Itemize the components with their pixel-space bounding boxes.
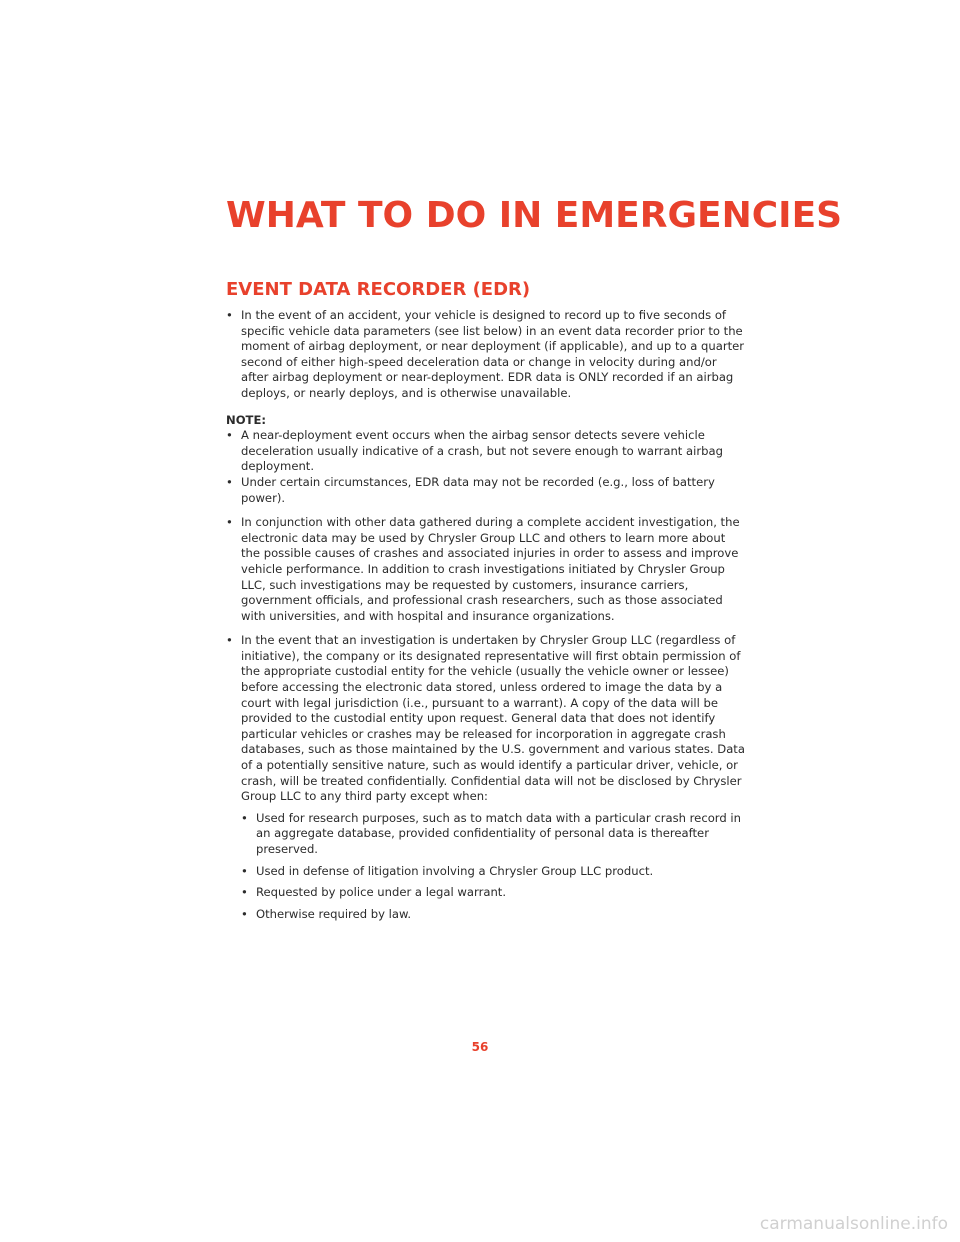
page-content [226,279,746,922]
edr-permission-paragraph: • In the event that an investigation is undertaken by Chrysler Group LLC (regardless of initiative), the company or its designated representative will first obtain permission of the appropriate custodial entity for the vehicle (usually the vehicle owner or lessee) before accessing the electronic data stored, unless ordered to image the data by a court with legal jurisdiction (i.e., pursuant to a warrant). A copy of the data will be provided to the custodial entity upon request. General data that does not identify particular vehicles or crashes may be released for incorporation in aggregate crash databases, such as those maintained by the U.S. government and various states. Data of a potentially sensitive nature, such as would identify a particular driver, vehicle, or crash, will be treated confidentially. Confidential data will not be disclosed by Chrysler Group LLC to any third party except when: [226,633,746,805]
note-item: • A near-deployment event occurs when the airbag sensor detects severe vehicle deceleration usually indicative of a crash, but not severe enough to warrant airbag deployment. [226,428,746,475]
edr-paragraph-list [226,515,746,805]
edr-heading: EVENT DATA RECORDER (EDR) [226,279,531,300]
exceptions-list [226,811,746,923]
section-title: WHAT TO DO IN EMERGENCIES [226,195,843,236]
page-number: 56 [471,1040,489,1054]
note-item: • Under certain circumstances, EDR data may not be recorded (e.g., loss of battery power). [226,475,746,506]
edr-investigation-paragraph: • In conjunction with other data gathered during a complete accident investigation, the electronic data may be used by Chrysler Group LLC and others to learn more about the possible causes of crashes and associated injuries in order to assess and improve vehicle performance. In addition to crash investigations initiated by Chrysler Group LLC, such investigations may be requested by customers, insurance carriers, government officials, and professional crash researchers, such as those associated with universities, and with hospital and insurance organizations. [226,515,746,624]
note-list [226,428,746,506]
exception-item: • Requested by police under a legal warrant. [241,885,746,901]
edr-intro-paragraph: • In the event of an accident, your vehicle is designed to record up to five seconds of specific vehicle data parameters (see list below) in an event data recorder prior to the moment of airbag deployment, or near deployment (if applicable), and up to a quarter second of either high-speed deceleration data or change in velocity during and/or after airbag deployment or near-deployment. EDR data is ONLY recorded if an airbag deploys, or nearly deploys, and is otherwise unavailable. [226,308,746,402]
exception-item: • Used for research purposes, such as to match data with a particular crash record in an aggregate database, provided confidentiality of personal data is thereafter preserved. [241,811,746,858]
exception-item: • Used in defense of litigation involving a Chrysler Group LLC product. [241,864,746,880]
note-label: NOTE: [226,412,267,427]
exception-item: • Otherwise required by law. [241,907,746,923]
edr-intro-list [226,308,746,402]
watermark-link[interactable]: carmanualsonline.info [759,1214,948,1234]
